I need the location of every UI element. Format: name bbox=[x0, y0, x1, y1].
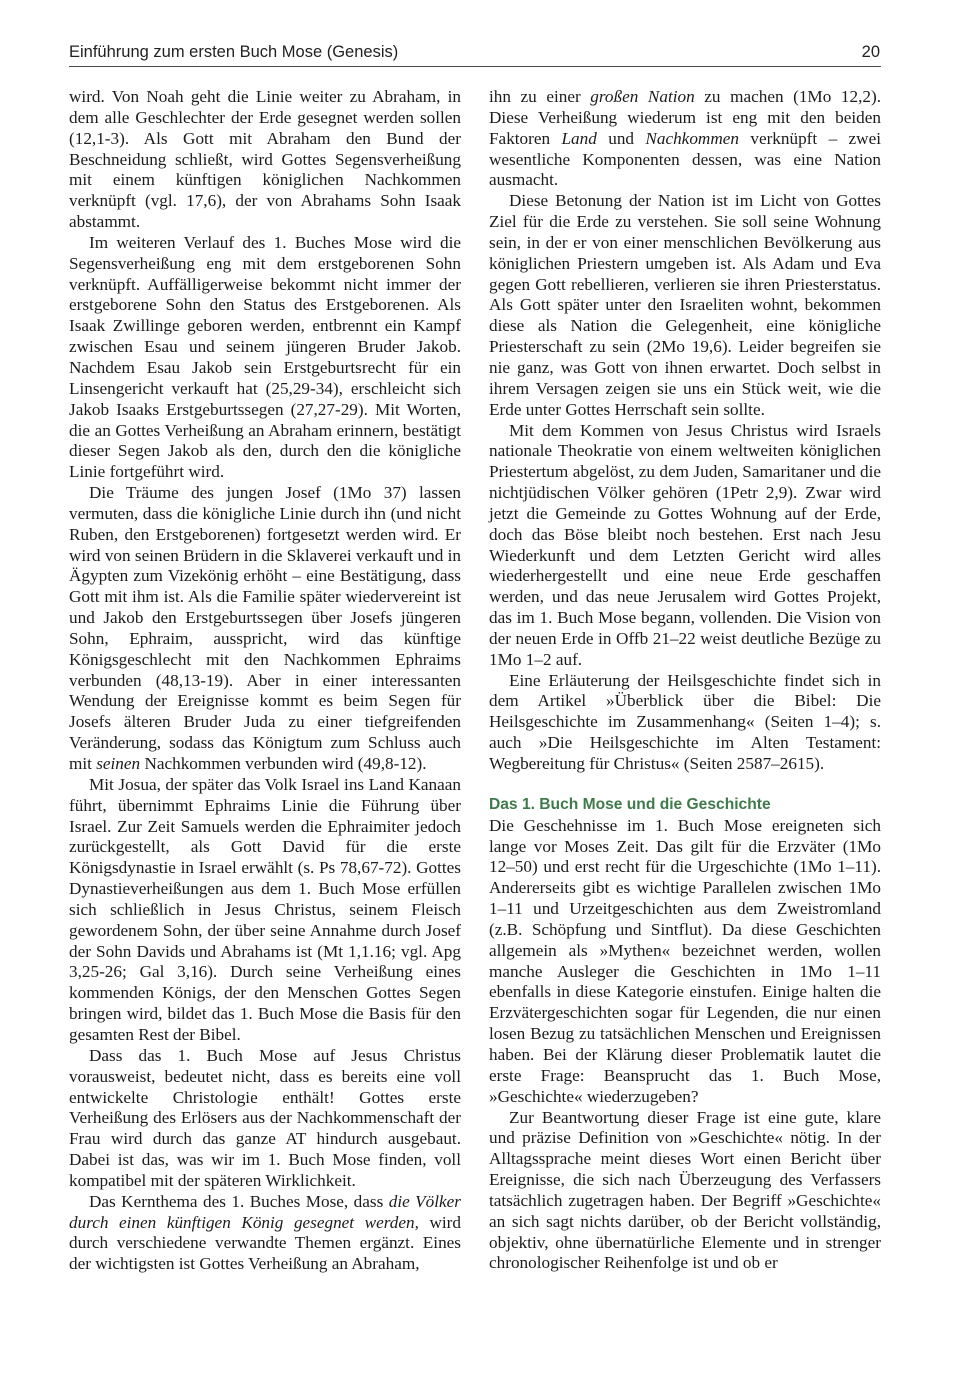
paragraph: wird. Von Noah geht die Linie weiter zu Abraham, in dem alle Geschlechter der Erde gesegnet werden sollen (12,1-3). Als Gott mit Abraham den Bund der Beschneidung schließt, wird Gottes Segensverheißung mit einem künftigen königlichen Nachkommen verknüpft (vgl. 17,6), der von Abrahams Sohn Isaak abstammt. bbox=[69, 87, 461, 232]
text-run: und bbox=[596, 128, 646, 148]
text-run: wird durch verschiedene verwandte Themen ergänzt. Eines der wichtigsten ist Gottes Verheißung an Abraham, bbox=[69, 1212, 461, 1274]
text-run: verknüpft – zwei wesentliche Komponenten dessen, was eine Nation ausmacht. bbox=[489, 128, 881, 190]
paragraph: Diese Betonung der Nation ist im Licht von Gottes Ziel für die Erde zu verstehen. Sie soll seine Wohnung sein, in der er von einer menschlichen Bevölkerung aus königlichen Priestern umgeben ist. Als Adam und Eva gegen Gott rebellieren, verlieren sie ihren Priesterstatus. Als Gott später unter den Israeliten wohnt, bekommen diese als Nation die Gelegenheit, eine königliche Priesterschaft zu sein (2Mo 19,6). Leider begreifen sie nie ganz, was Gott von ihnen erwartet. Doch selbst in ihrem Versagen zeigen sie uns ein Stück weit, wie die Erde unter Gottes Herrschaft sein sollte. bbox=[489, 191, 881, 419]
emphasis: Nachkommen bbox=[645, 128, 739, 148]
emphasis: seinen bbox=[96, 754, 141, 773]
left-column bbox=[69, 87, 461, 1275]
page-number: 20 bbox=[861, 43, 880, 61]
paragraph: Mit dem Kommen von Jesus Christus wird Israels nationale Theokratie von einem weltweiten königlichen Priestertum abgelöst, zu dem Juden, Samaritaner und die nichtjüdischen Völker gehören (1Petr 2,9). Zwar wird jetzt die Gemeinde zu Gottes Wohnung auf der Erde, doch das Böse bleibt noch bestehen. Erst nach Jesu Wiederkunft und dem Letzten Gericht wird alles wiederhergestellt und eine neue Erde geschaffen werden, und das neue Jerusalem wird Gottes Projekt, das im 1. Buch Mose begann, vollenden. Die Vision von der neuen Erde in Offb 21–22 weist deutliche Bezüge zu 1Mo 1–2 auf. bbox=[489, 420, 881, 669]
paragraph bbox=[69, 483, 461, 775]
paragraph: Die Geschehnisse im 1. Buch Mose ereigneten sich lange vor Moses Zeit. Das gilt für die Erzväter (1Mo 12–50) und erst recht für die Urgeschichte (1Mo 1–11). Andererseits gibt es wichtige Parallelen zwischen 1Mo 1–11 und Urzeitgeschichten aus dem Zweistromland (z.B. Schöpfung und Sintflut). Da diese Geschichten allgemein als »Mythen« bezeichnet werden, wollen manche Ausleger die Geschichten in 1Mo 1–11 ebenfalls in diese Kategorie einstufen. Einige halten die Erzvätergeschichten sogar für Legenden, die nur einen losen Bezug zu tatsächlichen Menschen und Ereignissen haben. Bei der Klärung dieser Problematik lautet die erste Frage: Beansprucht das 1. Buch Mose, »Geschichte« wiederzugeben? bbox=[489, 815, 881, 1106]
emphasis: großen Nation bbox=[590, 87, 695, 106]
text-run: Nachkommen verbunden wird (49,8-12). bbox=[140, 754, 427, 773]
paragraph: Im weiteren Verlauf des 1. Buches Mose wird die Segensverheißung eng mit dem erstgeborenen Sohn verknüpft. Auffälligerweise bekommt nicht immer der erstgeborene Sohn den Status des Erstgeborenen. Als Isaak Zwillinge geboren werden, entbrennt ein Kampf zwischen Esau und seinem jüngeren Bruder Jakob. Nachdem Esau Jakob sein Erstgeburtsrecht für ein Linsengericht verkauft hat (25,29-34), erschleicht sich Jakob Isaaks Erstgeburtssegen (27,27-29). Mit Worten, die an Gottes Verheißung an Abraham erinnern, bestätigt dieser Segen Jakob als den, durch den die königliche Linie fortgeführt wird. bbox=[69, 232, 461, 482]
text-run: Das Kernthema des 1. Buches Mose, dass bbox=[89, 1191, 389, 1211]
running-header bbox=[69, 40, 881, 67]
right-column bbox=[489, 87, 881, 1274]
text-run: Die Träume des jungen Josef (1Mo 37) lassen vermuten, dass die königliche Linie durch ihn (und nicht Ruben, den Erstgeborenen) fortgesetzt werden wird. Er wird von seinen Brüdern in die Sklaverei verkauft und in Ägypten zum Vizekönig erhöht – eine Bestätigung, dass Gott mit ihm ist. Als die Familie später wiedervereint ist und Jakob den Erstgeburtssegen über Josefs jüngeren Sohn, Ephraim, ausspricht, wird das künftige Königsgeschlecht mit den Nachkommen Ephraims verbunden (48,13-19). Aber in einer interessanten Wendung der Ereignisse kommt es beim Segen für Josefs älteren Bruder Juda zu einer tiefgreifenden Veränderung, sodass das Königtum zum Schluss auch mit bbox=[69, 483, 461, 773]
section-heading: Das 1. Buch Mose und die Geschichte bbox=[489, 795, 771, 813]
paragraph: Eine Erläuterung der Heilsgeschichte findet sich in dem Artikel »Überblick über die Bibel: Die Heilsgeschichte im Zusammenhang« (Seiten 1–4); s. auch »Die Heilsgeschichte im Alten Testament: Wegbereitung für Christus« (Seiten 2587–2615). bbox=[489, 670, 881, 773]
paragraph: Dass das 1. Buch Mose auf Jesus Christus vorausweist, bedeutet nicht, dass es bereits eine voll entwickelte Christologie enthält! Gottes erste Verheißung des Erlösers aus der Nachkommenschaft der Frau wird durch das ganze AT hindurch ausgebaut. Dabei ist das, was wir im 1. Buch Mose finden, voll kompatibel mit der späteren Wirklichkeit. bbox=[69, 1045, 461, 1190]
emphasis: die Völker durch einen künftigen König gesegnet werden, bbox=[69, 1191, 461, 1232]
text-run: zu machen (1Mo 12,2). Diese Verheißung wiederum ist eng mit den beiden Faktoren bbox=[489, 87, 881, 148]
paragraph: Zur Beantwortung dieser Frage ist eine gute, klare und präzise Definition von »Geschichte« nötig. In der Alltagssprache meint dieses Wort einen Bericht über Ereignisse, die sich nach Überzeugung des Verfassers tatsächlich zugetragen haben. Der Begriff »Geschichte« an sich sagt nichts darüber, ob der Bericht vollständig, objektiv, ohne übernatürliche Elemente und in strenger chronologischer Reihenfolge ist und ob er bbox=[489, 1107, 881, 1273]
paragraph bbox=[69, 1192, 461, 1275]
emphasis: Land bbox=[561, 128, 597, 148]
paragraph: Mit Josua, der später das Volk Israel ins Land Kanaan führt, übernimmt Ephraims Linie die Führung über Israel. Zur Zeit Samuels werden die Ephraimiter jedoch zurückgestellt, als Gott David für die erste Königsdynastie in Israel erwählt (s. Ps 78,67-72). Gottes Dynastieverheißungen aus dem 1. Buch Mose erfüllen sich schließlich in Jesus Christus, seinem Fleisch gewordenem Sohn, der über seine Annahme durch Josef der Sohn Davids und Abrahams ist (Mt 1,1.16; vgl. Apg 3,25-26; Gal 3,16). Durch seine Verheißung eines kommenden Königs, der den Menschen Gottes Segen bringen wird, bildet das 1. Buch Mose die Basis für den gesamten Rest der Bibel. bbox=[69, 774, 461, 1044]
text-run: ihn zu einer bbox=[489, 87, 591, 106]
paragraph bbox=[489, 87, 881, 191]
running-header-title: Einführung zum ersten Buch Mose (Genesis) bbox=[69, 43, 399, 61]
